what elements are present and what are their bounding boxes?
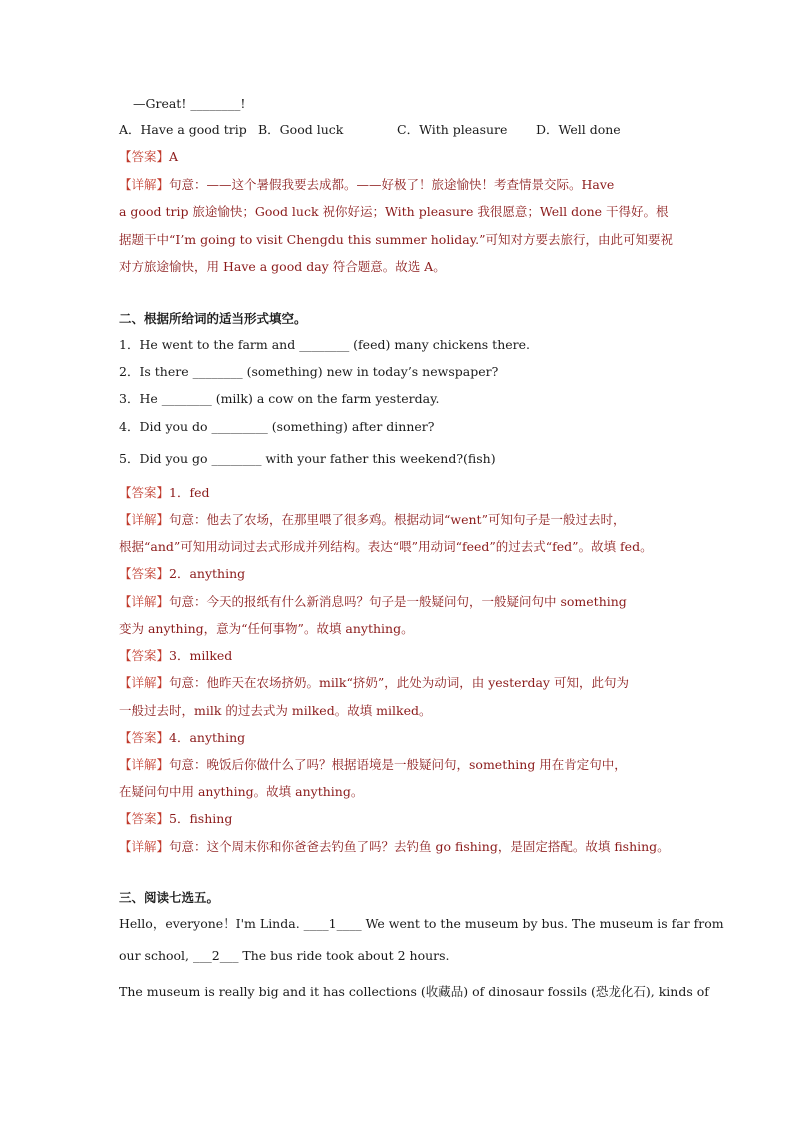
detail-tag: 【详解】 (119, 594, 170, 609)
answer-tag: 【答案】 (119, 566, 170, 581)
detail-line (119, 176, 689, 194)
detail-text: 句意：——这个暑假我要去成都。——好极了！旅途愉快！考查情景交际。Have (169, 177, 615, 192)
detail-text: 句意：他去了农场，在那里喂了很多鸡。根据动词“went”可知句子是一般过去时， (169, 512, 626, 527)
option-d: D．Well done (536, 122, 621, 137)
question-item: 4．Did you do _________ (something) after dinner? (119, 419, 435, 434)
option-a: A．Have a good trip (119, 122, 247, 137)
option-c: C．With pleasure (397, 122, 508, 137)
detail-line: 在疑问句中用 anything。故填 anything。 (119, 784, 364, 799)
detail-text: 句意：他昨天在农场挤奶。milk“挤奶”，此处为动词，由 yesterday 可知，此句为 (169, 675, 629, 690)
question-item: 2．Is there ________ (something) new in today’s newspaper? (119, 364, 499, 379)
answer-tag: 【答案】 (119, 648, 170, 663)
answer-value: 2．anything (169, 566, 246, 581)
option-b: B．Good luck (258, 122, 344, 137)
answer-tag: 【答案】 (119, 149, 170, 164)
question-item: 1．He went to the farm and ________ (feed) many chickens there. (119, 337, 530, 352)
detail-line: 根据“and”可知用动词过去式形成并列结构。表达“喂”用动词“feed”的过去式“fed”。故填 fed。 (119, 539, 653, 554)
passage-line: The museum is really big and it has collections (收藏品) of dinosaur fossils (恐龙化石), kinds of (119, 984, 709, 999)
answer-value: 5．fishing (169, 811, 233, 826)
detail-text: 句意：今天的报纸有什么新消息吗？句子是一般疑问句，一般疑问句中 something (169, 594, 627, 609)
question-item: 5．Did you go ________ with your father this weekend?(fish) (119, 451, 496, 466)
answer-line (119, 565, 689, 583)
answer-line (119, 647, 689, 665)
detail-tag: 【详解】 (119, 757, 170, 772)
detail-line (119, 756, 689, 774)
detail-line: 变为 anything，意为“任何事物”。故填 anything。 (119, 621, 414, 636)
detail-line (119, 593, 689, 611)
answer-value: 3．milked (169, 648, 233, 663)
options-row (119, 121, 689, 139)
section-title: 二、根据所给词的适当形式填空。 (119, 311, 307, 326)
answer-value: 1．fed (169, 485, 210, 500)
answer-line (119, 484, 689, 502)
detail-tag: 【详解】 (119, 675, 170, 690)
detail-line: 一般过去时，milk 的过去式为 milked。故填 milked。 (119, 703, 432, 718)
answer-line (119, 810, 689, 828)
detail-tag: 【详解】 (119, 512, 170, 527)
passage-line: our school, ___2___ The bus ride took about 2 hours. (119, 948, 450, 963)
detail-line (119, 674, 689, 692)
answer-tag: 【答案】 (119, 730, 170, 745)
answer-tag: 【答案】 (119, 485, 170, 500)
answer-line (119, 729, 689, 747)
detail-line: a good trip 旅途愉快；Good luck 祝你好运；With pleasure 我很愿意；Well done 干得好。根 (119, 204, 669, 219)
detail-text: 句意：晚饭后你做什么了吗？根据语境是一般疑问句，something 用在肯定句中， (169, 757, 627, 772)
answer-tag: 【答案】 (119, 811, 170, 826)
answer-value: A (169, 149, 179, 164)
detail-line: 据题干中“I’m going to visit Chengdu this summer holiday.”可知对方要去旅行，由此可知要祝 (119, 232, 674, 247)
detail-text: 句意：这个周末你和你爸爸去钓鱼了吗？去钓鱼 go fishing，是固定搭配。故填 fishing。 (169, 839, 670, 854)
question-item: 3．He ________ (milk) a cow on the farm yesterday. (119, 391, 440, 406)
detail-tag: 【详解】 (119, 177, 170, 192)
answer-value: 4．anything (169, 730, 246, 745)
detail-line (119, 511, 689, 529)
passage-line: Hello，everyone！I'm Linda. ____1____ We went to the museum by bus. The museum is far from (119, 916, 724, 931)
section-title: 三、阅读七选五。 (119, 890, 220, 905)
detail-tag: 【详解】 (119, 839, 170, 854)
answer-line (119, 148, 689, 166)
detail-line (119, 838, 689, 856)
question-stem-line: —Great! ________! (133, 96, 246, 111)
detail-line: 对方旅途愉快，用 Have a good day 符合题意。故选 A。 (119, 259, 446, 274)
